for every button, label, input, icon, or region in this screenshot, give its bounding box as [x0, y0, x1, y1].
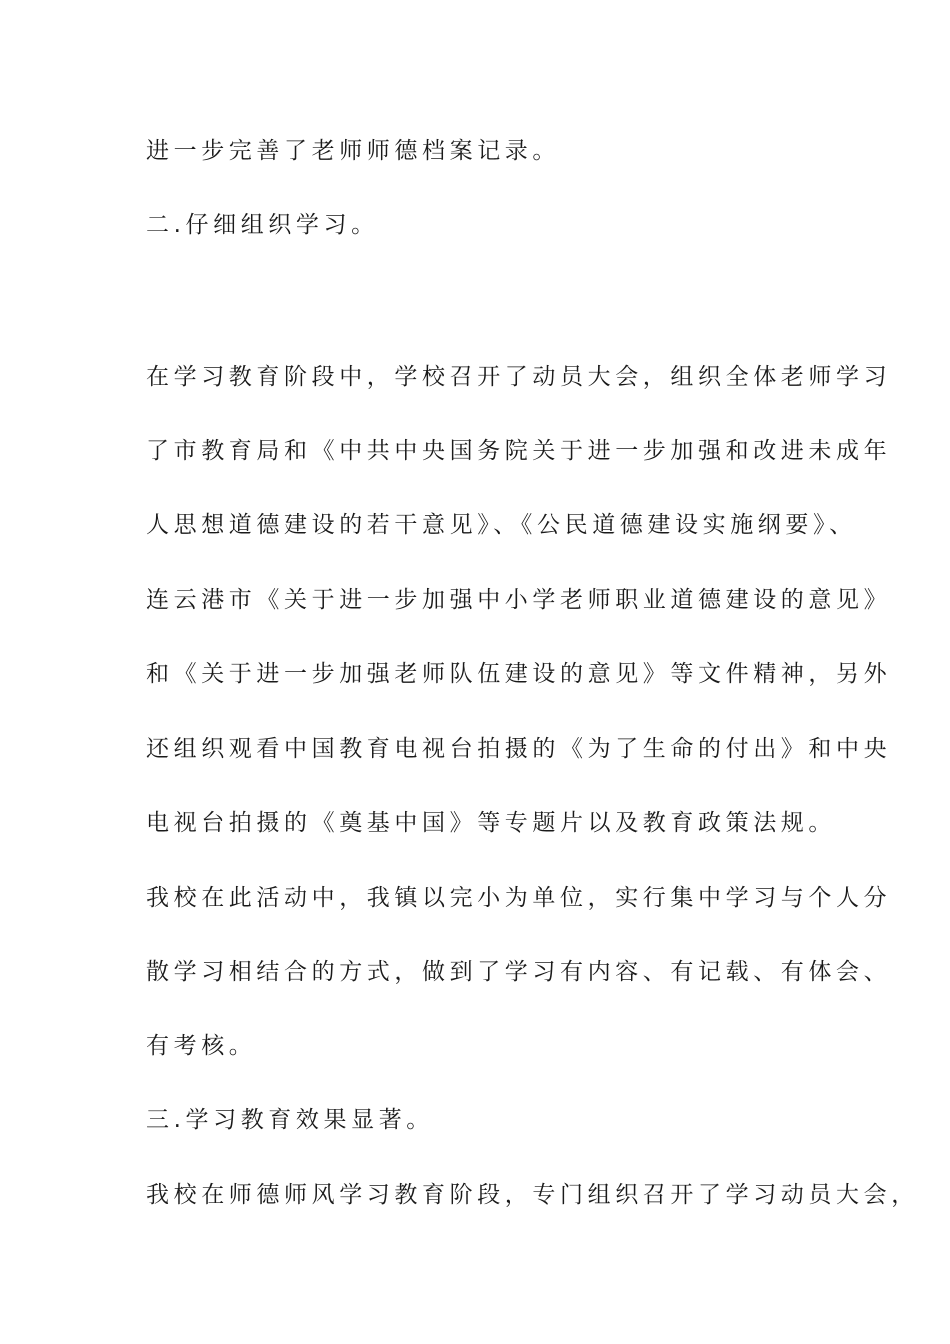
text-line: 电视台拍摄的《奠基中国》等专题片以及教育政策法规。 — [146, 810, 836, 836]
text-line: 人思想道德建设的若干意见》、《公民道德建设实施纲要》、 — [146, 512, 857, 538]
text-line: 连云港市《关于进一步加强中小学老师职业道德建设的意见》 — [146, 587, 892, 613]
text-line: 有考核。 — [146, 1033, 257, 1059]
text-line: 进一步完善了老师师德档案记录。 — [146, 138, 560, 164]
text-line: 还组织观看中国教育电视台拍摄的《为了生命的付出》和中央 — [146, 736, 892, 762]
text-line: 在学习教育阶段中，学校召开了动员大会，组织全体老师学习 — [146, 364, 892, 390]
section-heading: 二.仔细组织学习。 — [146, 212, 379, 238]
text-line: 了市教育局和《中共中央国务院关于进一步加强和改进未成年 — [146, 438, 892, 464]
text-line: 和《关于进一步加强老师队伍建设的意见》等文件精神，另外 — [146, 661, 892, 687]
section-heading: 三.学习教育效果显著。 — [146, 1107, 434, 1133]
text-line: 散学习相结合的方式，做到了学习有内容、有记载、有体会、 — [146, 959, 892, 985]
text-line: 我校在师德师风学习教育阶段，专门组织召开了学习动员大会， — [146, 1182, 919, 1208]
text-line: 我校在此活动中，我镇以完小为单位，实行集中学习与个人分 — [146, 885, 892, 911]
